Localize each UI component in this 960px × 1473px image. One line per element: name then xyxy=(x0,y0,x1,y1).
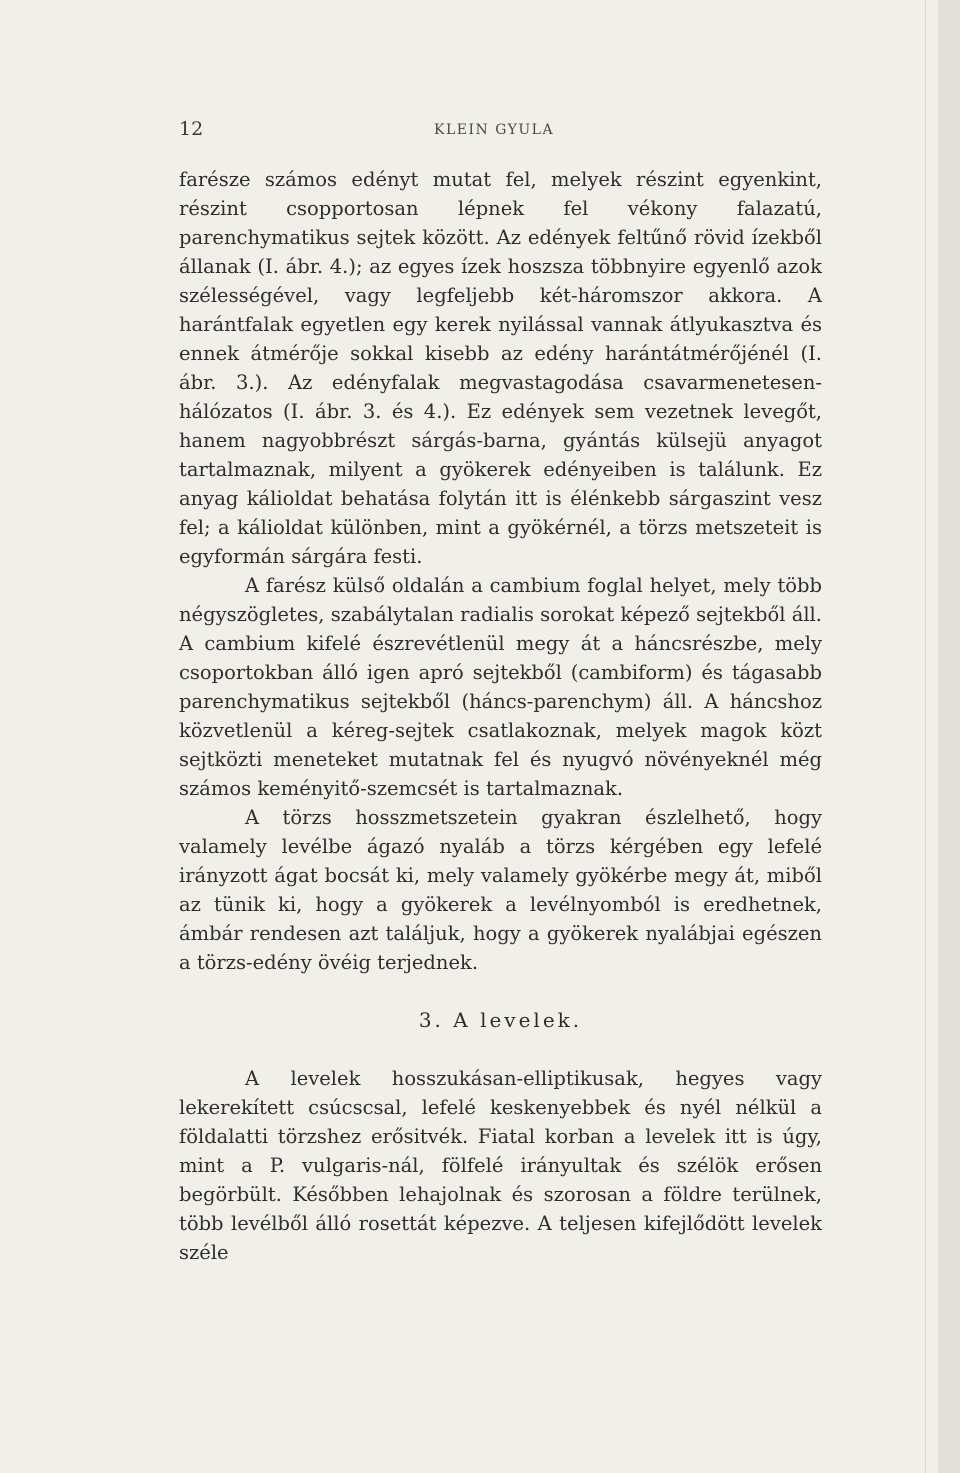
body-text xyxy=(179,165,822,1267)
scan-margin xyxy=(938,0,960,1473)
paragraph-leaves: A levelek hosszukásan-elliptikusak, hegyes vagy lekerekített csúcscsal, lefelé keskenyebbek és nyél nélkül a földalatti törzshez erősitvék. Fiatal korban a levelek itt is úgy, mint a P. vulgaris-nál, fölfelé irányultak és szélök erősen begörbült. Későbben lehajolnak és szorosan a földre terülnek, több levélből álló rosettát képezve. A teljesen kifejlődött levelek széle xyxy=(179,1067,822,1264)
paragraph-continued: farésze számos edényt mutat fel, melyek részint egyenkint, részint csopportosan lépnek fel vékony falazatú, parenchymatikus sejtek között. Az edények feltűnő rövid ízekből állanak (I. ábr. 4.); az egyes ízek hoszsza többnyire egyenlő azok szélességével, vagy legfeljebb két-háromszor akkora. A harántfalak egyetlen egy kerek nyilással vannak átlyukasztva és ennek átmérője sokkal kisebb az edény harántátmérőjénél (I. ábr. 3.). Az edényfalak megvastagodása csavarmenetesen-hálózatos (I. ábr. 3. és 4.). Ez edények sem vezetnek levegőt, hanem nagyobbrészt sárgás-barna, gyántás külsejü anyagot tartalmaznak, milyent a gyökerek edényeiben is találunk. Ez anyag kálioldat behatása folytán itt is élénkebb sárgaszint vesz fel; a kálioldat különben, mint a gyökérnél, a törzs metszeteit is egyformán sárgára festi. xyxy=(179,168,822,568)
page-number: 12 xyxy=(179,118,204,140)
page-header xyxy=(179,118,822,142)
section-heading: 3. A levelek. xyxy=(418,1008,583,1032)
page-edge xyxy=(925,0,926,1473)
paragraph-longitudinal-sections: A törzs hosszmetszetein gyakran észlelhető, hogy valamely levélbe ágazó nyaláb a törzs kérgében egy lefelé irányzott ágat bocsát ki, mely valamely gyökérbe megy át, miből az tünik ki, hogy a gyökerek a levélnyomból is eredhetnek, ámbár rendesen azt találjuk, hogy a gyökerek nyalábjai egészen a törzs-edény övéig terjednek. xyxy=(179,806,822,974)
running-head: KLEIN GYULA xyxy=(434,122,555,138)
paragraph-cambium: A farész külső oldalán a cambium foglal helyet, mely több négyszögletes, szabálytalan radialis sorokat képező sejtekből áll. A cambium kifelé észrevétlenül megy át a háncsrészbe, mely csoportokban álló igen apró sejtekből (cambiform) és tágasabb parenchymatikus sejtekből (háncs-parenchym) áll. A háncshoz közvetlenül a kéreg-sejtek csatlakoznak, melyek magok közt sejtközti meneteket mutatnak fel és nyugvó növényeknél még számos keményitő-szemcsét is tartalmaznak. xyxy=(179,574,822,800)
